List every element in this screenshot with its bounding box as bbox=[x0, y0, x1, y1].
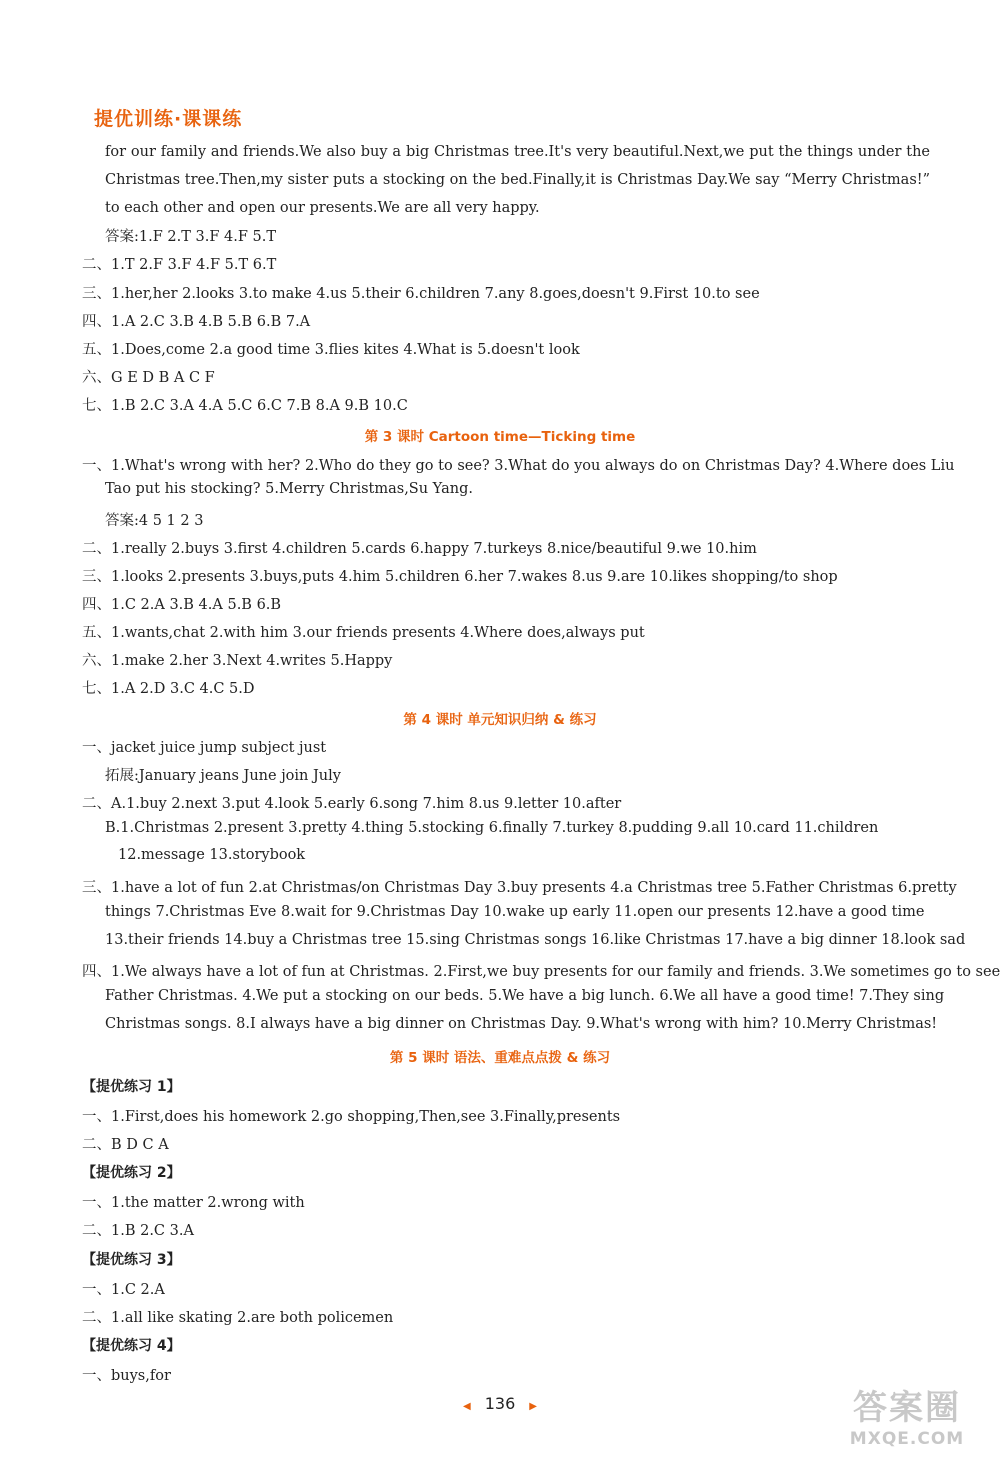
answer-line: 三、1.have a lot of fun 2.at Christmas/on Christmas Day 3.buy presents 4.a Christmas tree 5.Father Christmas 6.pretty bbox=[82, 880, 957, 896]
practice-heading: 【提优练习 2】 bbox=[82, 1165, 181, 1181]
answer-line: 一、buys,for bbox=[82, 1368, 171, 1384]
answer-line: 六、1.make 2.her 3.Next 4.writes 5.Happy bbox=[82, 653, 393, 669]
answer-line: Tao put his stocking? 5.Merry Christmas,Su Yang. bbox=[105, 481, 474, 497]
watermark-url: MXQE.COM bbox=[849, 1429, 965, 1449]
answer-line: 五、1.wants,chat 2.with him 3.our friends presents 4.Where does,always put bbox=[82, 625, 645, 641]
next-arrow-icon: ▶ bbox=[529, 1401, 537, 1412]
answer-line: 四、1.We always have a lot of fun at Christmas. 2.First,we buy presents for our family and friends. 3.We sometimes go to see bbox=[82, 964, 1000, 980]
section-title: 第 4 课时 单元知识归纳 & 练习 bbox=[403, 712, 597, 728]
answer-line: 二、1.T 2.F 3.F 4.F 5.T 6.T bbox=[82, 257, 277, 273]
answer-line: 七、1.A 2.D 3.C 4.C 5.D bbox=[82, 681, 255, 697]
answer-line: 二、1.B 2.C 3.A bbox=[82, 1223, 194, 1239]
answer-line: 12.message 13.storybook bbox=[118, 847, 306, 863]
answer-line: B.1.Christmas 2.present 3.pretty 4.thing 5.stocking 6.finally 7.turkey 8.pudding 9.all 10.card 11.children bbox=[105, 820, 879, 836]
answer-line: 一、jacket juice jump subject just bbox=[82, 740, 327, 756]
answer-line: Christmas songs. 8.I always have a big dinner on Christmas Day. 9.What's wrong with him? 10.Merry Christmas! bbox=[105, 1016, 938, 1032]
answer-line: 答案:4 5 1 2 3 bbox=[105, 513, 204, 529]
answer-line: 一、1.the matter 2.wrong with bbox=[82, 1195, 305, 1211]
section-title: 第 5 课时 语法、重难点点拨 & 练习 bbox=[389, 1050, 611, 1066]
answer-line: 13.their friends 14.buy a Christmas tree 15.sing Christmas songs 16.like Christmas 17.have a big dinner 18.look sad bbox=[105, 932, 966, 948]
answer-line: 六、G E D B A C F bbox=[82, 370, 215, 386]
intro-paragraph: for our family and friends.We also buy a big Christmas tree.It's very beautiful.Next,we put the things under the Christmas tree.Then,my sister puts a stocking on the bed.Finally,it is Christmas Day.We say “Merry Christmas!” to each other and open our presents.We are all very happy. bbox=[105, 144, 930, 216]
watermark-logo-text: 答案圈 bbox=[853, 1388, 961, 1428]
answer-line: 答案:1.F 2.T 3.F 4.F 5.T bbox=[105, 229, 277, 245]
answer-line: 二、1.really 2.buys 3.first 4.children 5.cards 6.happy 7.turkeys 8.nice/beautiful 9.we 10.him bbox=[82, 541, 757, 557]
prev-arrow-icon: ◀ bbox=[463, 1401, 471, 1412]
practice-heading: 【提优练习 3】 bbox=[82, 1252, 181, 1268]
answer-line: 一、1.C 2.A bbox=[82, 1282, 165, 1298]
answer-line: 一、1.What's wrong with her? 2.Who do they go to see? 3.What do you always do on Christmas Day? 4.Where does Liu bbox=[82, 458, 955, 474]
practice-heading: 【提优练习 1】 bbox=[82, 1079, 181, 1095]
answer-line: 三、1.her,her 2.looks 3.to make 4.us 5.their 6.children 7.any 8.goes,doesn't 9.First 10.to see bbox=[82, 286, 760, 302]
answer-line: 三、1.looks 2.presents 3.buys,puts 4.him 5.children 6.her 7.wakes 8.us 9.are 10.likes shopping/to shop bbox=[82, 569, 838, 585]
answer-line: 四、1.C 2.A 3.B 4.A 5.B 6.B bbox=[82, 597, 282, 613]
answer-line: 二、A.1.buy 2.next 3.put 4.look 5.early 6.song 7.him 8.us 9.letter 10.after bbox=[82, 796, 622, 812]
answer-line: 一、1.First,does his homework 2.go shopping,Then,see 3.Finally,presents bbox=[82, 1109, 621, 1125]
answer-line: 四、1.A 2.C 3.B 4.B 5.B 6.B 7.A bbox=[82, 314, 311, 330]
page-header: 提优训练·课课练 bbox=[94, 108, 243, 130]
answer-line: 拓展:January jeans June join July bbox=[105, 768, 341, 784]
answer-line: things 7.Christmas Eve 8.wait for 9.Christmas Day 10.wake up early 11.open our presents 12.have a good time bbox=[105, 904, 925, 920]
watermark bbox=[832, 1380, 982, 1460]
practice-heading: 【提优练习 4】 bbox=[82, 1338, 181, 1354]
answer-line: 七、1.B 2.C 3.A 4.A 5.C 6.C 7.B 8.A 9.B 10.C bbox=[82, 398, 408, 414]
answer-line: Father Christmas. 4.We put a stocking on our beds. 5.We have a big lunch. 6.We all have a good time! 7.They sing bbox=[105, 988, 945, 1004]
answer-line: 二、B D C A bbox=[82, 1137, 169, 1153]
page-number: 136 bbox=[484, 1394, 516, 1413]
answer-line: 二、1.all like skating 2.are both policemen bbox=[82, 1310, 394, 1326]
section-title: 第 3 课时 Cartoon time—Ticking time bbox=[364, 429, 636, 445]
answer-line: 五、1.Does,come 2.a good time 3.flies kites 4.What is 5.doesn't look bbox=[82, 342, 580, 358]
